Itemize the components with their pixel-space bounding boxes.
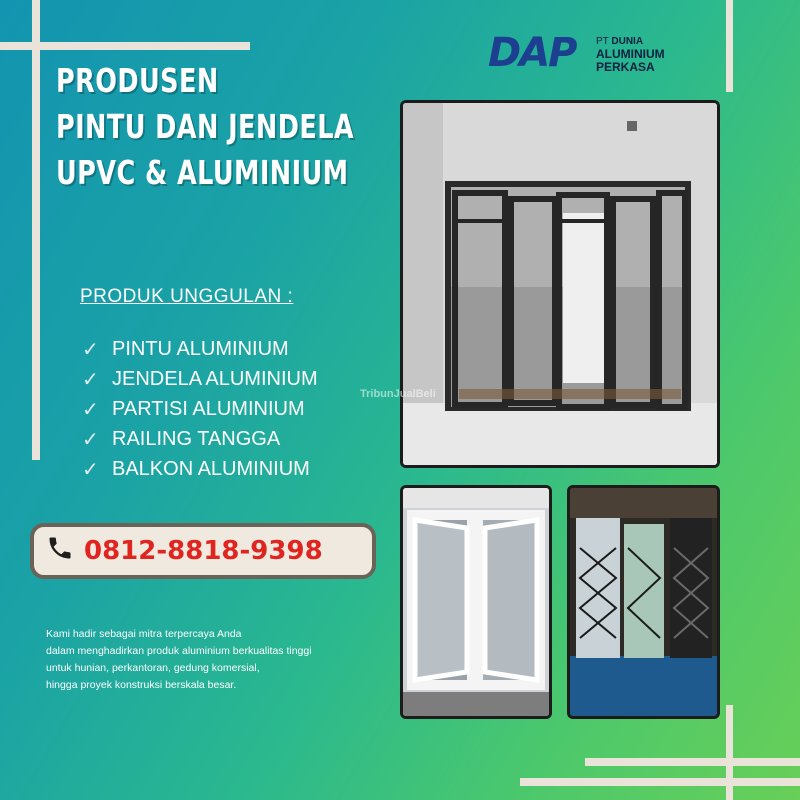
- description-line: untuk hunian, perkantoran, gedung komersial,: [46, 662, 260, 674]
- logo-mark: [488, 30, 588, 78]
- phone-number[interactable]: 0812-8818-9398: [84, 536, 323, 566]
- product-label: PARTISI ALUMINIUM: [112, 397, 305, 420]
- decor-line: [32, 0, 40, 460]
- product-label: PINTU ALUMINIUM: [112, 337, 289, 360]
- window-photo: [400, 485, 552, 719]
- company-word-3: PERKASA: [596, 59, 655, 74]
- decor-line: [520, 778, 800, 786]
- dap-logo-icon: [488, 30, 588, 72]
- company-word-2: ALUMINIUM: [596, 46, 665, 61]
- product-list: [82, 334, 318, 484]
- description-line: dalam menghadirkan produk aluminium berkualitas tinggi: [46, 645, 312, 657]
- check-icon: ✓: [82, 458, 99, 481]
- check-icon: ✓: [82, 398, 99, 421]
- list-item: [82, 394, 318, 424]
- phone-contact[interactable]: [30, 523, 376, 579]
- check-icon: ✓: [82, 368, 99, 391]
- headline: [56, 58, 403, 196]
- featured-products-heading: PRODUK UNGGULAN :: [80, 286, 294, 307]
- company-logo: [488, 30, 665, 78]
- headline-line: UPVC & ALUMINIUM: [56, 153, 349, 192]
- phone-icon: [46, 534, 80, 569]
- decor-line: [726, 0, 733, 92]
- company-name: [596, 35, 665, 74]
- decor-line: [585, 758, 800, 766]
- product-label: BALKON ALUMINIUM: [112, 457, 310, 480]
- headline-line: PINTU DAN JENDELA: [56, 107, 355, 146]
- company-prefix: PT: [596, 35, 609, 47]
- showroom-photo: [567, 485, 720, 719]
- check-icon: ✓: [82, 338, 99, 361]
- list-item: [82, 364, 318, 394]
- decor-line: [0, 42, 250, 50]
- description-line: Kami hadir sebagai mitra terpercaya Anda: [46, 628, 242, 640]
- folding-door-photo: [400, 100, 720, 468]
- check-icon: ✓: [82, 428, 99, 451]
- svg-text:DAP: DAP: [488, 30, 576, 72]
- list-item: [82, 454, 318, 484]
- company-description: [46, 626, 386, 694]
- product-label: RAILING TANGGA: [112, 427, 281, 450]
- headline-line: PRODUSEN: [56, 61, 219, 100]
- company-word-1: DUNIA: [611, 35, 644, 47]
- list-item: [82, 334, 318, 364]
- watermark: TribunJualBeli: [360, 388, 436, 400]
- description-line: hingga proyek konstruksi berskala besar.: [46, 679, 237, 691]
- product-label: JENDELA ALUMINIUM: [112, 367, 318, 390]
- list-item: [82, 424, 318, 454]
